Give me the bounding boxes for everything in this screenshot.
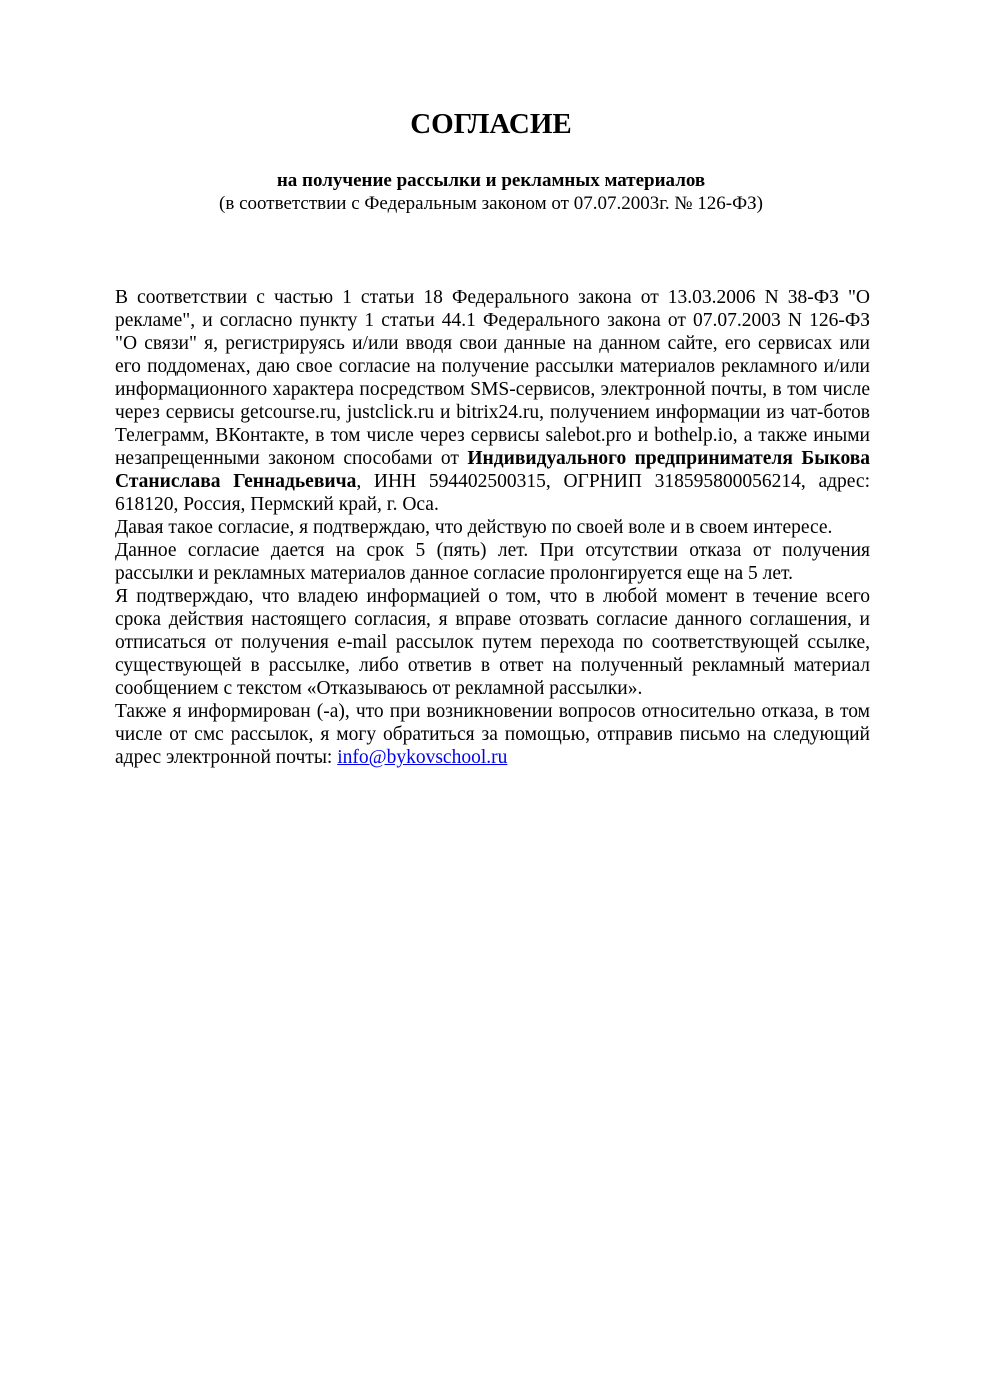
- paragraph-withdrawal: Я подтверждаю, что владею информацией о том, что в любой момент в течение всего срока действия настоящего согласия, я вправе отозвать согласие данного соглашения, и отписаться от получения e-mail рассылок путем перехода по соответствующей ссылке, существующей в рассылке, либо ответив в ответ на полученный рекламный материал сообщением с текстом «Отказываюсь от рекламной рассылки».: [115, 586, 870, 699]
- document-header: [0, 0, 982, 215]
- paragraph-term: Данное согласие дается на срок 5 (пять) лет. При отсутствии отказа от получения рассылки и рекламных материалов данное согласие пролонгируется еще на 5 лет.: [115, 540, 870, 584]
- email-link[interactable]: info@bykovschool.ru: [337, 747, 508, 768]
- document-body: [115, 286, 870, 769]
- contact-text: Также я информирован (-а), что при возникновении вопросов относительно отказа, в том числе от смс рассылок, я могу обратиться за помощью, отправив письмо на следующий адрес электронной почты:: [115, 701, 870, 768]
- document-subtitle: на получение рассылки и рекламных материалов: [276, 170, 706, 191]
- legal-basis-text: В соответствии с частью 1 статьи 18 Федерального закона от 13.03.2006 N 38-ФЗ "О рекламе", и согласно пункту 1 статьи 44.1 Федерального закона от 07.07.2003 N 126-ФЗ "О связи" я, регистрируясь и/или вводя свои данные на данном сайте, его сервисах или его поддоменах, даю свое согласие на получение рассылки материалов рекламного и/или информационного характера посредством SMS-сервисов, электронной почты, в том числе через сервисы getcourse.ru, justclick.ru и bitrix24.ru, получением информации из чат-ботов Телеграмм, ВКонтакте, в том числе через сервисы salebot.pro и bothelp.io, а также иными незапрещенными законом способами от: [115, 287, 870, 469]
- document-title: СОГЛАСИЕ: [410, 108, 572, 140]
- paragraph-contact: [115, 700, 870, 769]
- document-subtitle-note: (в соответствии с Федеральным законом от 07.07.2003г. № 126-ФЗ): [219, 193, 763, 214]
- entrepreneur-details: , ИНН 594402500315, ОГРНИП 318595800056214, адрес: 618120, Россия, Пермский край, г. Оса.: [115, 471, 870, 515]
- paragraph-free-will: Давая такое согласие, я подтверждаю, что действую по своей воле и в своем интересе.: [115, 517, 833, 538]
- entrepreneur-name: Индивидуального предпринимателя Быкова Станислава Геннадьевича: [115, 448, 870, 492]
- paragraph-legal-basis: [115, 286, 870, 516]
